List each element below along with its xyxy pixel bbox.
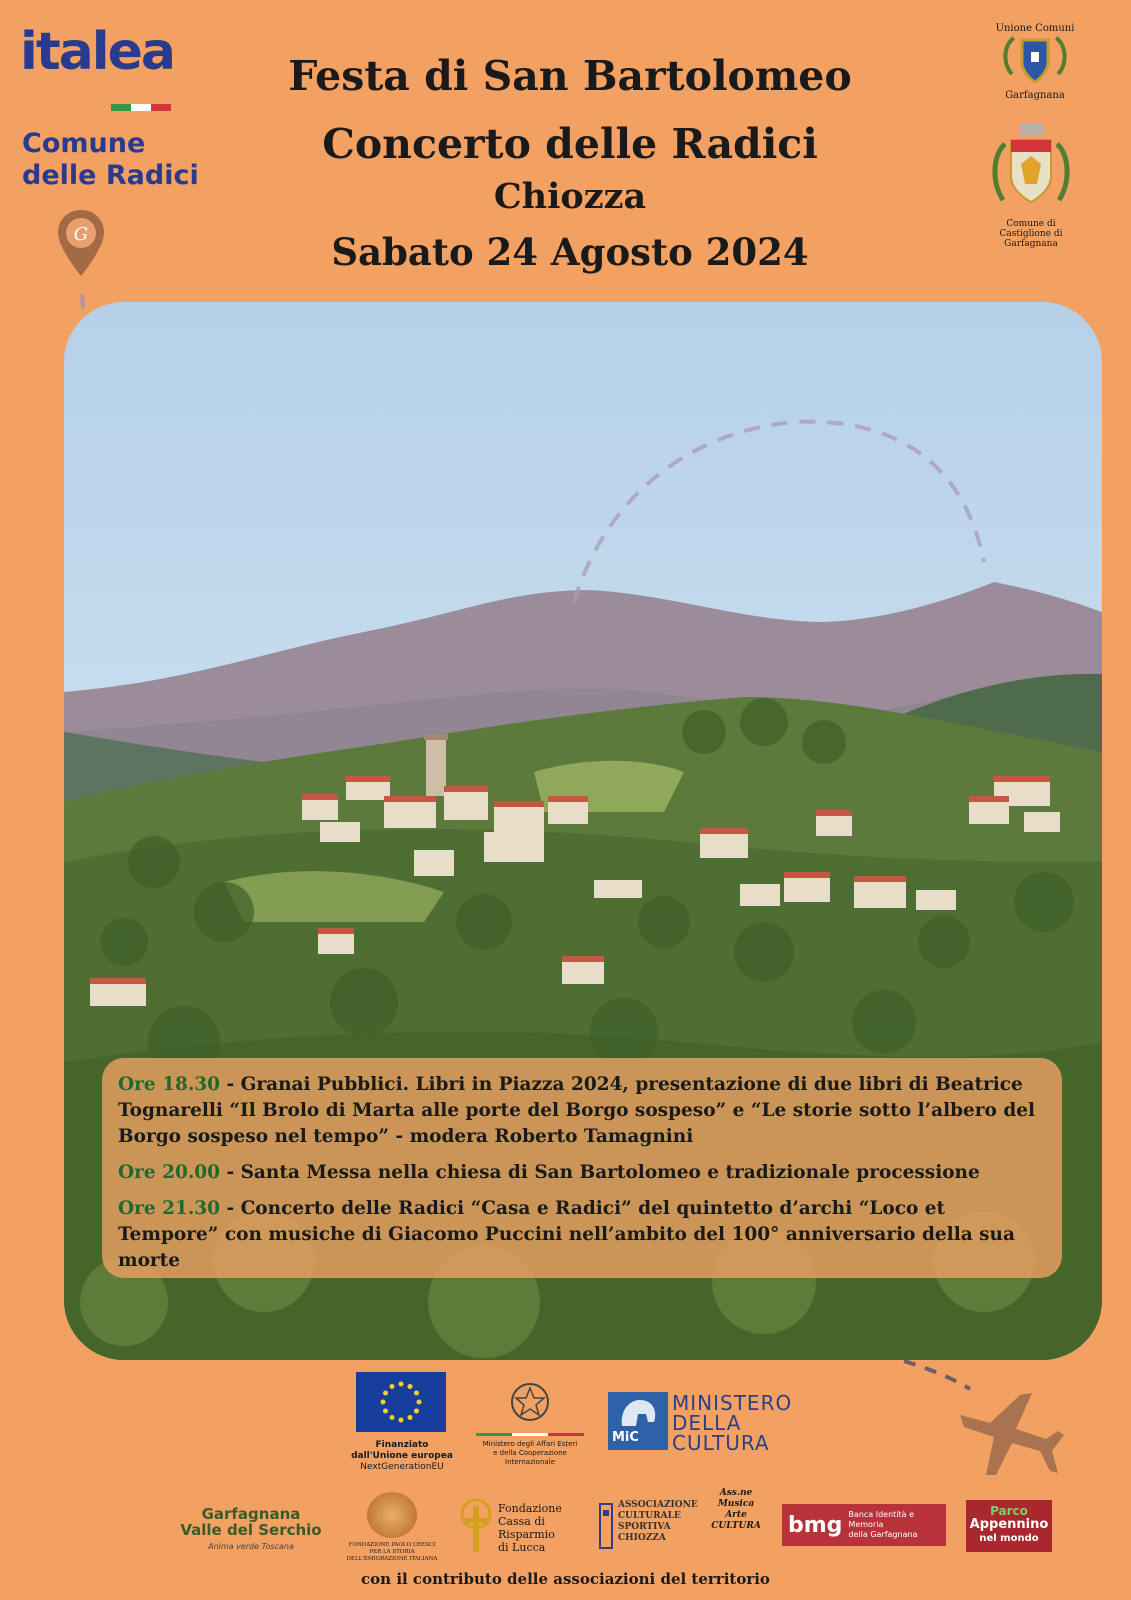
schedule-time: Ore 20.00 bbox=[118, 1162, 221, 1183]
unione-comuni-garfagnana-crest bbox=[980, 24, 1090, 101]
garfagnana-tagline: Anima verde Toscana bbox=[208, 1542, 294, 1551]
fondazione-crl-logo bbox=[458, 1502, 598, 1554]
italian-flag-icon bbox=[111, 104, 171, 111]
mic-badge bbox=[608, 1392, 668, 1450]
eu-stars-icon bbox=[356, 1372, 446, 1432]
mic-badge-label: MiC bbox=[612, 1430, 639, 1445]
nel-mondo-label: nel mondo bbox=[979, 1533, 1039, 1544]
bmg-label: Banca Identità e Memoria della Garfagnana bbox=[848, 1510, 918, 1539]
fondazione-cresci-logo bbox=[346, 1492, 438, 1563]
title-date: Sabato 24 Agosto 2024 bbox=[331, 230, 809, 274]
parco-appennino-logo bbox=[966, 1500, 1052, 1552]
eu-flag-logo bbox=[356, 1372, 446, 1432]
ministero-cultura-label: MINISTERO DELLA CULTURA bbox=[672, 1391, 793, 1455]
eu-caption-line1: Finanziato bbox=[375, 1440, 429, 1450]
associazione-chiozza-logo bbox=[596, 1500, 698, 1544]
associazione-label: ASSOCIAZIONE CULTURALE SPORTIVA CHIOZZA bbox=[618, 1500, 698, 1543]
castiglione-crest bbox=[976, 120, 1086, 249]
map-pin-icon bbox=[55, 208, 107, 280]
crest1-top-label: Unione Comuni bbox=[995, 23, 1075, 34]
svg-text:G: G bbox=[73, 224, 89, 245]
crest2-caption: Comune di Castiglione di Garfagnana bbox=[999, 219, 1063, 249]
schedule-text: - Concerto delle Radici “Casa e Radici” del quintetto d’archi “Loco et Tempore” con musiche di Giacomo Puccini nell’ambito del 100° anniversario della sua morte bbox=[118, 1198, 1015, 1271]
bmg-logo bbox=[782, 1504, 946, 1546]
parco-label: Parco bbox=[990, 1504, 1028, 1518]
eu-caption-line2: dall'Unione europea bbox=[351, 1451, 453, 1461]
tower-icon bbox=[596, 1500, 616, 1550]
cresci-label: FONDAZIONE PAOLO CRESCI PER LA STORIA DELL'EMIGRAZIONE ITALIANA bbox=[346, 1542, 438, 1562]
maeci-logo bbox=[468, 1380, 592, 1467]
schedule-time: Ore 21.30 bbox=[118, 1198, 221, 1219]
fondazione-cross-icon bbox=[458, 1498, 494, 1554]
garfagnana-logo: Garfagnana Valle del Serchio bbox=[180, 1505, 322, 1539]
bmg-mark: bmg bbox=[788, 1512, 843, 1538]
footer-credits: con il contributo delle associazioni del territorio bbox=[361, 1570, 770, 1588]
italian-emblem-icon bbox=[508, 1380, 552, 1426]
eu-caption bbox=[330, 1440, 474, 1473]
title-concerto: Concerto delle Radici bbox=[322, 120, 818, 168]
eu-caption-line3: NextGenerationEU bbox=[360, 1462, 444, 1472]
coat-of-arms-icon bbox=[991, 120, 1071, 216]
schedule-text: - Santa Messa nella chiesa di San Bartolomeo e tradizionale processione bbox=[220, 1162, 980, 1183]
shield-icon bbox=[1000, 34, 1070, 88]
schedule-item bbox=[118, 1196, 1044, 1274]
schedule-item bbox=[118, 1160, 1044, 1186]
maeci-label: Ministero degli Affari Esteri e della Cooperazione Internazionale bbox=[482, 1440, 578, 1466]
schedule-time: Ore 18.30 bbox=[118, 1074, 221, 1095]
tricolor-bar bbox=[476, 1433, 584, 1436]
cresci-emblem-icon bbox=[367, 1492, 417, 1538]
mic-head-icon bbox=[608, 1392, 668, 1432]
crest1-bottom-label: Garfagnana bbox=[1005, 90, 1065, 101]
italea-logo: italea bbox=[20, 22, 174, 82]
fondazione-label: Fondazione Cassa di Risparmio di Lucca bbox=[498, 1502, 562, 1554]
title-location: Chiozza bbox=[493, 176, 647, 217]
appennino-label: Appennino bbox=[969, 1517, 1049, 1532]
musica-arte-logo: Ass.ne Musica Arte CULTURA bbox=[711, 1488, 761, 1531]
title-festa: Festa di San Bartolomeo bbox=[288, 52, 852, 100]
event-schedule bbox=[102, 1058, 1062, 1278]
schedule-text: - Granai Pubblici. Libri in Piazza 2024, presentazione di due libri di Beatrice Tognarelli “Il Brolo di Marta alle porte del Borgo sospeso” e “Le storie sotto l’albero del Borgo sospeso nel tempo” - modera Roberto Tamagnini bbox=[118, 1074, 1036, 1147]
schedule-item bbox=[118, 1072, 1044, 1150]
airplane-icon bbox=[950, 1375, 1070, 1485]
comune-delle-radici-label: Comune delle Radici bbox=[22, 128, 199, 191]
